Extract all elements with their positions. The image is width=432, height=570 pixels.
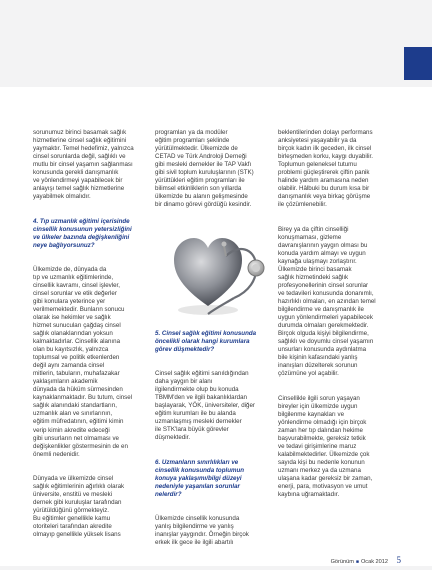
paragraph: Dünyada ve ülkemizde cinsel sağlık eğitimlerinin ağırlıklı olarak üniversite, enstitü ve mesleki dernek gibi kuruluşlar tarafından yürütüldüğünü görmekteyiz. Bu eğitimler genellikle kamu otoriteleri tarafından akredite olmayıp genellikle yüksek lisans [33, 474, 125, 539]
paragraph: Cinsel sağlık eğitimi sanıldığından daha yaygın bir alanı ilgilendirmekte olup bu konuda TBMM'den ve ilgili bakanlıklardan başlayarak, YÖK, üniversiteler, diğer eğitim kurumları ile bu alanda uzmanlaşmış mesleki dernekler ile STK'lara büyük görevler düşmektedir. [155, 370, 255, 442]
magazine-name: Görünüm [330, 559, 354, 565]
paragraph: Ülkemizde cinsellik konusunda yanlış bilgilendirme ve yanlış inanışlar yaygındır. Örneğin birçok erkek ilk gece ile ilgili abartılı [155, 514, 249, 546]
separator-square-icon: ■ [355, 559, 359, 565]
column-2-lower [155, 322, 273, 563]
header-band [0, 0, 432, 87]
column-1 [33, 121, 153, 555]
page-number: 5 [396, 555, 401, 565]
column-3 [278, 121, 398, 515]
question-heading-6: 6. Uzmanların sınırlılıkları ve cinsellik konusunda toplumun konuya yaklaşımı/bilgi düzeyi nedeniyle yaşanılan sorunlar nelerdir? [155, 458, 245, 498]
paragraph: sorunumuz birinci basamak sağlık hizmetlerine cinsel sağlık eğitimini yaymaktır. Temel hedefimiz, yalnızca cinsel sorunlarda değil, sağlıklı ve mutlu bir cinsel yaşamın sağlanması konusunda gerekli danışmanlık ve yönlendirmeyi yapabilecek bir anlayışı temel sağlık hizmetlerine yayabilmek olmalıdır. [33, 129, 134, 201]
paragraph: Birey ya da çiftin cinselliği konuşmaması, gizleme davranışlarının yaygın olması bu konuda yardım almayı ve uygun kaynağa ulaşmayı zorlaştırır. Ülkemizde birinci basamak sağlık hizmetindeki sağlık profesyonellerinin cinsel sorunlar ve tedavileri konusunda donanımlı, hazırlıklı olmaları, en azından temel bilgilendirme ve danışmanlık ile uygun yönlendirmeleri yapabilecek durumda olmaları gerekmektedir. Birçok olguda kişiyi bilgilendirme, sağlıklı ve doyumlu cinsel yaşamın unsurları konusunda aydınlatma bile kişinin kafasındaki yanlış inanışları düzelterek sorunun çözümüne yol açabilir. [278, 225, 376, 378]
header-accent-block [404, 47, 432, 80]
footer-issue [331, 558, 388, 566]
column-2 [155, 121, 273, 226]
paragraph: Ülkemizde de, dünyada da tıp ve uzmanlık eğitimlerinde, cinsellik kavramı, cinsel işlevler, cinsel sorunlar ve etik değerler gibi konulara yeterince yer verilmemektedir. Bunların sonucu olarak ise hekimler ve sağlık hizmet sunucuları çağdaş cinsel sağlık olanaklarından yoksun kalmaktadırlar. Cinsellik alanına olan bu kayıtsızlık, yalnızca toplumsal ve politik etkenlerden değil aynı zamanda cinsel mitlerin, tabuların, muhafazakar yaklaşımların akademik dünyada da hüküm sürmesinden kaynaklanmaktadır. Bu tutum, cinsel sağlık alanındaki standartların, uzmanlık alan ve sınırlarının, eğitim müfredatının, eğitimi kimin verip kimin akredite edeceği gibi unsurların net olmaması ve değişkenlikler göstermesinin de en önemli nedenidir. [33, 265, 133, 458]
question-heading-5: 5. Cinsel sağlık eğitimi konusunda öncelikli olarak hangi kurumlara görev düşmektedir? [155, 330, 257, 354]
footer-band [0, 566, 432, 570]
paragraph: beklentilerinden dolayı performans anksiyetesi yaşayabilir ya da birçok kadın ilk geceden, ilk cinsel birleşmeden korku, kaygı duyabilir. Toplumun geleneksel tutumu problemi güçleştirerek çiftin panik halinde yardım aramasına neden olabilir. Hâlbuki bu durum kısa bir danışmanlık veya birkaç görüşme ile çözümlenebilir. [278, 129, 373, 209]
paragraph: Cinsellikle ilgili sorun yaşayan bireyler için ülkemizde uygun bilgilenme kaynakları ve yönlendirme olmadığı için birçok zaman her tıp dalından hekime başvurabilmekte, gereksiz tetkik ve tedavi girişimlerine maruz kalabilmektedirler. Ülkemizde çok sayıda kişi bu nedenle konunun uzmanı merkez ya da uzmana ulaşana kadar gereksiz bir zaman, enerji, para, motivasyon ve umut kaybına uğramaktadır. [278, 394, 373, 499]
paragraph: programları ya da modüler eğitim programları şeklinde yürütülmektedir. Ülkemizde de CETAD ve Türk Androloji Derneği gibi mesleki dernekler ile TAP Vakfı gibi sivil toplum kuruluşlarının (STK) yürüttükleri eğitim programları ile bilimsel etkinliklerin son yıllarda ülkemizde bu alanın gelişmesinde bir dinamo görevi gördüğü kesindir. [155, 129, 254, 209]
issue-date: Ocak 2012 [360, 559, 388, 565]
heart-stethoscope-illustration [168, 222, 272, 320]
question-heading-4: 4. Tıp uzmanlık eğitimi içerisinde cinsellik konusunun yetersizliğini ve ülkeler bazında değişkenliğini neye bağlıyorsunuz? [33, 217, 132, 249]
